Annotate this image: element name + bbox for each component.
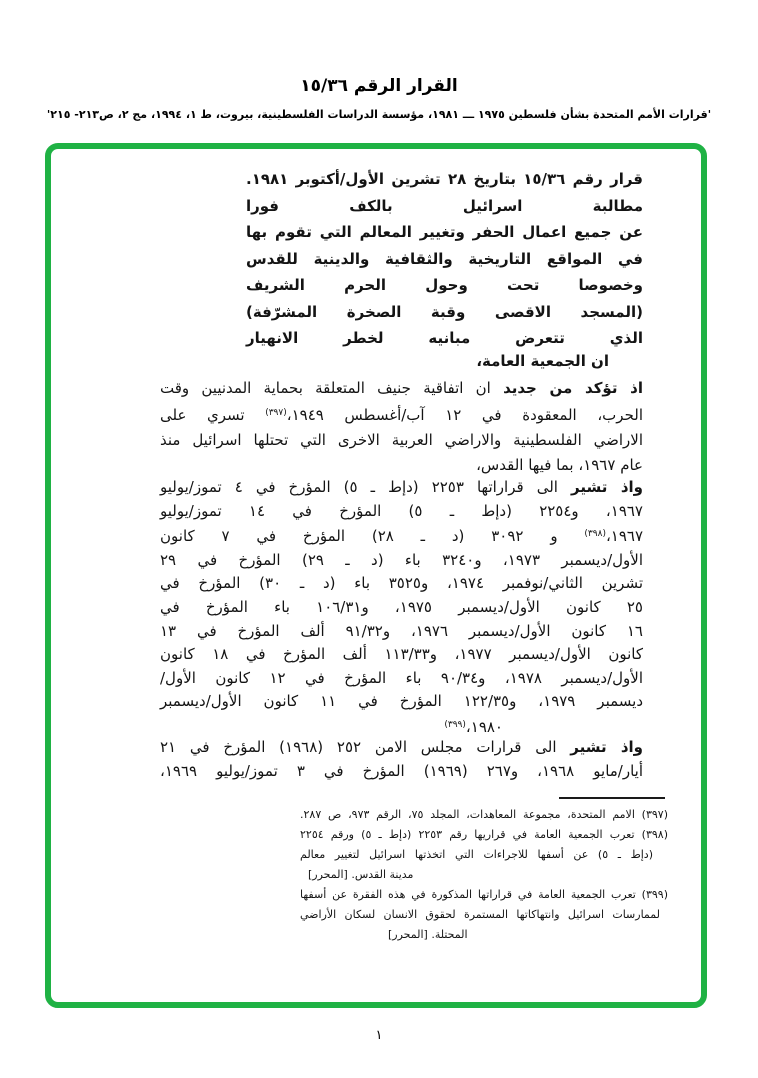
text-line: ١٩٨٠،$^{(٣٩٩)}$ bbox=[444, 717, 503, 736]
paragraph-recalling-ga-resolutions bbox=[160, 476, 643, 740]
text-line: عن جميع اعمال الحفر وتغيير المعالم التي تقوم بها bbox=[246, 223, 643, 241]
text-line: ١٩٦٧، و٢٢٥٤ (دإط ـ ٥) المؤرخ في ١٤ تموز/يوليو bbox=[160, 501, 643, 520]
text-line: لممارسات اسرائيل وانتهاكاتها المستمرة لحقوق الانسان لسكان الأراضي bbox=[300, 908, 660, 921]
text-line: (٣٩٧) الامم المتحدة، مجموعة المعاهدات، المجلد ٧٥، الرقم ٩٧٣، ص ٢٨٧. bbox=[300, 808, 668, 821]
paragraph-reaffirming-geneva bbox=[160, 376, 643, 478]
text-line: قرار رقم ١٥/٣٦ بتاريخ ٢٨ تشرين الأول/أكتوبر ١٩٨١. bbox=[246, 170, 643, 188]
source-citation: 'قرارات الأمم المتحدة بشأن فلسطين ١٩٧٥ ـــ ١٩٨١، مؤسسة الدراسات الفلسطينية، بيروت، ط ١، ١٩٩٤، مج ٢، ص٢١٣- ٢١٥' bbox=[46, 108, 712, 121]
text-line: (٣٩٩) تعرب الجمعية العامة في قراراتها المذكورة في هذه الفقرة عن أسفها bbox=[300, 888, 668, 901]
text-line: واذ تشير الى قرارات مجلس الامن ٢٥٢ (١٩٦٨) المؤرخ في ٢١ bbox=[160, 738, 643, 756]
text-line: واذ تشير الى قراراتها ٢٢٥٣ (دإط ـ ٥) المؤرخ في ٤ تموز/يوليو bbox=[160, 478, 643, 496]
resolution-border-box bbox=[45, 143, 707, 1008]
text-line: مطالبة اسرائيل بالكف فورا bbox=[246, 196, 643, 215]
preamble-opening bbox=[160, 349, 643, 373]
text-line: أيار/مايو ١٩٦٨، و٢٦٧ (١٩٦٩) المؤرخ في ٣ تموز/يوليو ١٩٦٩، bbox=[160, 762, 644, 780]
text-line: الذي تتعرض مبانيه لخطر الانهيار bbox=[246, 329, 643, 347]
text-line: الأول/ديسمبر ١٩٧٨، و٩٠/٣٤ باء المؤرخ في ١٢ كانون الأول/ bbox=[160, 668, 644, 687]
text-line: وخصوصا تحت وحول الحرم الشريف bbox=[246, 276, 643, 294]
text-line: مدينة القدس. [المحرر] bbox=[308, 868, 414, 881]
footnote-separator-rule bbox=[559, 797, 665, 799]
text-line: تشرين الثاني/نوفمبر ١٩٧٤، و٣٥٢٥ باء (د ـ ٣٠) المؤرخ في bbox=[160, 574, 643, 593]
text-line: الحرب، المعقودة في ١٢ آب/أغسطس ١٩٤٩،$^{(٣٩٧)}$ تسري على bbox=[160, 406, 643, 424]
text-line: ١٩٦٧،$^{(٣٩٨)}$ و ٣٠٩٢ (د ـ ٢٨) المؤرخ في ٧ كانون bbox=[160, 527, 644, 546]
text-line: ٢٥ كانون الأول/ديسمبر ١٩٧٥، و١٠٦/٣١ باء المؤرخ في bbox=[160, 597, 643, 616]
page-number: ١ bbox=[375, 1028, 383, 1043]
text-line: عام ١٩٦٧، بما فيها القدس، bbox=[476, 456, 643, 474]
footnote-reference: (٣٩٩) bbox=[444, 719, 466, 730]
footnotes-block bbox=[300, 805, 668, 945]
footnote-reference: (٣٩٧) bbox=[265, 408, 287, 418]
resolution-heading bbox=[246, 166, 643, 352]
text-line: (دإط ـ ٥) عن أسفها للاجراءات التي اتخذتها اسرائيل لتغيير معالم bbox=[300, 848, 653, 861]
text-line: في المواقع التاريخية والثقافية والدينية للقدس bbox=[246, 249, 643, 268]
paragraph-recalling-sc-resolutions bbox=[160, 735, 643, 783]
text-line: ان الجمعية العامة، bbox=[476, 352, 609, 370]
text-line: المحتلة. [المحرر] bbox=[388, 928, 468, 941]
footnote-reference: (٣٩٨) bbox=[584, 529, 606, 540]
text-line: اذ تؤكد من جديد ان اتفاقية جنيف المتعلقة بحماية المدنيين وقت bbox=[160, 379, 643, 397]
text-line: ديسمبر ١٩٧٩، و١٢٢/٣٥ المؤرخ في ١١ كانون الأول/ديسمبر bbox=[160, 692, 644, 711]
text-line: الأول/ديسمبر ١٩٧٣، و٣٢٤٠ باء (د ـ ٢٩) المؤرخ في ٢٩ bbox=[160, 550, 644, 569]
text-line: كانون الأول/ديسمبر ١٩٧٧، و١١٣/٣٣ ألف المؤرخ في ١٨ كانون bbox=[160, 645, 643, 664]
text-line: ١٦ كانون الأول/ديسمبر ١٩٧٦، و٩١/٣٢ ألف المؤرخ في ١٣ bbox=[160, 621, 643, 640]
page-title: القرار الرقم ١٥/٣٦ bbox=[300, 76, 458, 96]
text-line: (٣٩٨) تعرب الجمعية العامة في قراريها رقم ٢٢٥٣ (دإط ـ ٥) ورقم ٢٢٥٤ bbox=[300, 828, 668, 841]
text-line: الاراضي الفلسطينية والاراضي العربية الاخرى التي تحتلها اسرائيل منذ bbox=[160, 431, 643, 449]
text-line: (المسجد الاقصى وقبة الصخرة المشرّفة) bbox=[246, 302, 643, 321]
